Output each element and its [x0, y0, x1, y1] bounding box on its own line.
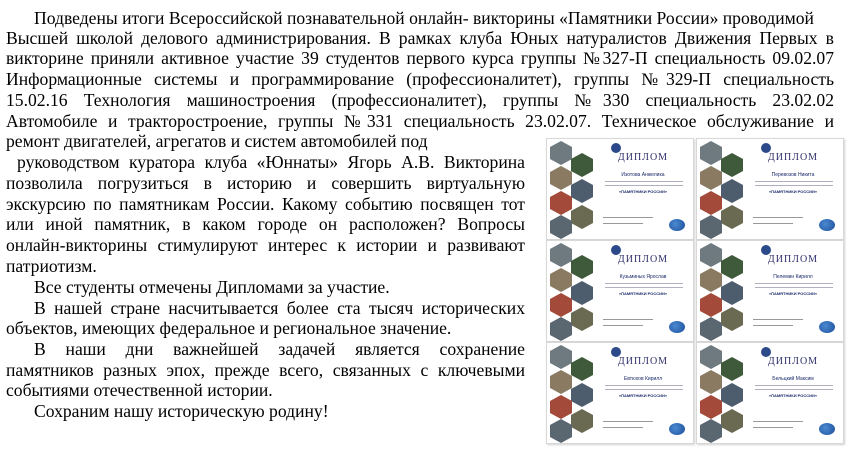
- divider: [605, 385, 683, 386]
- diploma-title: ДИПЛОМ: [767, 152, 819, 163]
- diploma-quiz-name: «ПАМЯТНИКИ РОССИИ»: [618, 189, 668, 194]
- diploma-title: ДИПЛОМ: [617, 254, 669, 265]
- monument-photo: [571, 153, 593, 177]
- monument-photo: [550, 166, 572, 190]
- monument-photo: [571, 409, 593, 433]
- monument-photo: [550, 293, 572, 317]
- text-line: событиями отечественной истории.: [6, 380, 273, 400]
- monument-photo: [700, 419, 722, 443]
- diploma-collage: [546, 138, 842, 443]
- monument-photo: [571, 205, 593, 229]
- monument-photo: [721, 357, 743, 381]
- text-line: Подведены итоги Всероссийской познавательной онлайн- викторины «Памятники России» проводимой: [34, 8, 814, 28]
- text-line: ремонт двигателей, агрегатов и систем автомобилей под: [6, 131, 428, 151]
- monument-photo: [721, 205, 743, 229]
- divider: [753, 421, 803, 422]
- divider: [603, 421, 653, 422]
- divider: [605, 283, 683, 284]
- monument-photo: [721, 255, 743, 279]
- divider: [753, 325, 793, 326]
- monument-photo: [700, 395, 722, 419]
- diploma-title: ДИПЛОМ: [767, 254, 819, 265]
- divider: [605, 181, 683, 182]
- divider: [755, 287, 833, 288]
- diploma-card: [546, 342, 694, 444]
- diploma-quiz-name: «ПАМЯТНИКИ РОССИИ»: [618, 291, 668, 296]
- diploma-card: [696, 240, 844, 342]
- monument-photo: [721, 383, 743, 407]
- text-line: В нашей стране насчитывается более ста тысяч исторических: [34, 298, 525, 318]
- monument-photo: [721, 179, 743, 203]
- text-line: онлайн-викторины стимулируют интерес к истории и развивают: [6, 235, 525, 255]
- logo-icon: [819, 321, 835, 333]
- monument-photo: [700, 243, 722, 267]
- monument-photo: [721, 153, 743, 177]
- divider: [753, 319, 803, 320]
- monument-photo: [700, 345, 722, 369]
- text-line: патриотизм.: [6, 256, 97, 276]
- monument-photo: [700, 166, 722, 190]
- divider: [605, 185, 683, 186]
- text-line: Высшей школой делового администрирования. В рамках клуба Юных натуралистов Движения Первых в: [6, 28, 834, 48]
- text-line: 15.02.16 Технология машиностроения (профессионалитет), группы №330 специальность 23.02.02: [6, 90, 834, 110]
- diploma-card: [546, 240, 694, 342]
- monument-photo: [721, 307, 743, 331]
- diploma-quiz-name: «ПАМЯТНИКИ РОССИИ»: [768, 291, 818, 296]
- diploma-recipient: Перевозов Никита: [771, 172, 815, 178]
- diploma-recipient: Изотова Анжелика: [621, 172, 665, 178]
- diploma-recipient: Кузьминых Ярослав: [619, 274, 667, 280]
- divider: [755, 389, 833, 390]
- monument-photo: [550, 345, 572, 369]
- monument-photo: [550, 395, 572, 419]
- monument-photo: [700, 317, 722, 341]
- text-line: экскурсию по памятникам России. Какому событию посвящен тот: [6, 194, 525, 214]
- monument-photo: [550, 317, 572, 341]
- monument-photo: [550, 215, 572, 239]
- divider: [755, 181, 833, 182]
- monument-photo: [700, 141, 722, 165]
- monument-photo: [550, 141, 572, 165]
- monument-photo: [700, 293, 722, 317]
- monument-photo: [700, 191, 722, 215]
- logo-icon: [669, 219, 685, 231]
- diploma-quiz-name: «ПАМЯТНИКИ РОССИИ»: [618, 393, 668, 398]
- monument-photo: [571, 357, 593, 381]
- text-line: объектов, имеющих федеральное и региональное значение.: [6, 318, 452, 338]
- monument-photo: [550, 370, 572, 394]
- logo-icon: [819, 219, 835, 231]
- diploma-quiz-name: «ПАМЯТНИКИ РОССИИ»: [768, 189, 818, 194]
- divider: [753, 427, 793, 428]
- monument-photo: [571, 307, 593, 331]
- monument-photo: [700, 215, 722, 239]
- diploma-title: ДИПЛОМ: [767, 356, 819, 367]
- diploma-recipient: Пелемин Кирилл: [773, 274, 813, 280]
- divider: [603, 223, 643, 224]
- divider: [605, 389, 683, 390]
- text-line: памятников разных эпох, прежде всего, связанных с ключевыми: [6, 360, 525, 380]
- divider: [753, 223, 793, 224]
- text-line: Автомобиле и тракторостроение, группы №331 специальность 23.02.07. Техническое обслуживание и: [6, 111, 834, 131]
- monument-photo: [571, 383, 593, 407]
- logo-icon: [669, 321, 685, 333]
- text-line: В наши дни важнейшей задачей является сохранение: [34, 339, 525, 359]
- monument-photo: [721, 409, 743, 433]
- divider: [603, 325, 643, 326]
- text-line: викторине приняли активное участие 39 студентов первого курса группы №327-П специальность 09.02.07: [6, 48, 834, 68]
- monument-photo: [571, 179, 593, 203]
- divider: [603, 427, 643, 428]
- monument-photo: [700, 268, 722, 292]
- divider: [755, 283, 833, 284]
- diploma-recipient: Евтюхов Кирилл: [623, 376, 663, 382]
- diploma-card: [696, 138, 844, 240]
- text-line: Все студенты отмечены Дипломами за участие.: [34, 277, 390, 297]
- text-line: или иной памятник, в каком городе он расположен? Вопросы: [6, 214, 525, 234]
- divider: [755, 385, 833, 386]
- monument-photo: [550, 268, 572, 292]
- diploma-card: [696, 342, 844, 444]
- diploma-title: ДИПЛОМ: [617, 152, 669, 163]
- logo-icon: [669, 423, 685, 435]
- divider: [605, 287, 683, 288]
- divider: [603, 319, 653, 320]
- monument-photo: [571, 255, 593, 279]
- diploma-card: [546, 138, 694, 240]
- monument-photo: [550, 191, 572, 215]
- monument-photo: [721, 281, 743, 305]
- monument-photo: [571, 281, 593, 305]
- diploma-quiz-name: «ПАМЯТНИКИ РОССИИ»: [768, 393, 818, 398]
- text-line: Сохраним нашу историческую родину!: [34, 401, 329, 421]
- monument-photo: [550, 243, 572, 267]
- text-line: руководством куратора клуба «Юннаты» Ягорь А.В. Викторина: [17, 152, 525, 172]
- divider: [753, 217, 803, 218]
- monument-photo: [550, 419, 572, 443]
- diploma-title: ДИПЛОМ: [617, 356, 669, 367]
- monument-photo: [700, 370, 722, 394]
- divider: [603, 217, 653, 218]
- diploma-recipient: Бельцкий Максим: [772, 376, 814, 382]
- divider: [755, 185, 833, 186]
- logo-icon: [819, 423, 835, 435]
- text-line: позволила погрузиться в историю и совершить виртуальную: [6, 173, 525, 193]
- text-line: Информационные системы и программирование (профессионалитет), группы №329-П специальность: [6, 69, 834, 89]
